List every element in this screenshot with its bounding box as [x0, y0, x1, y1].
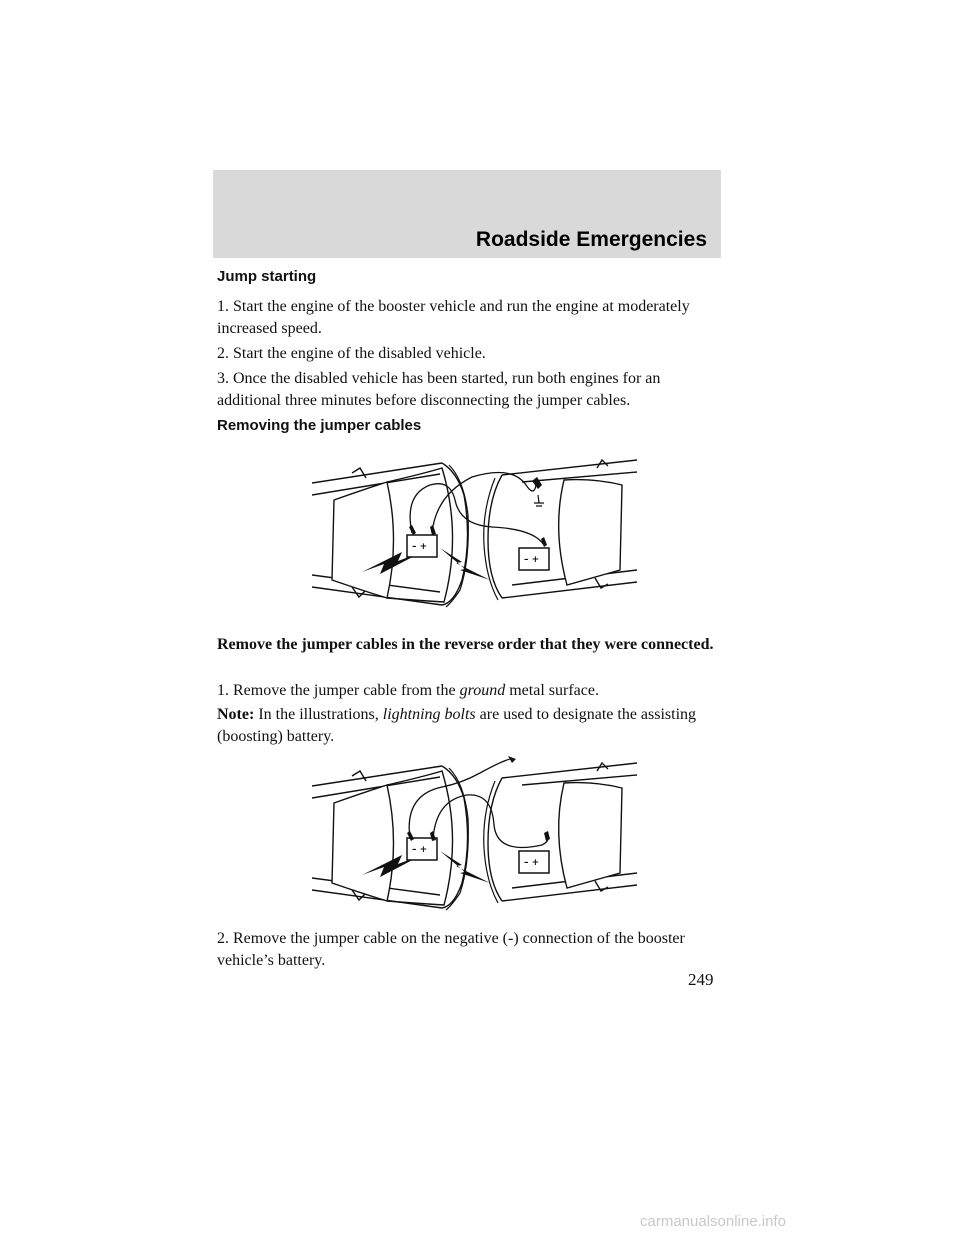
removing-cables-heading: Removing the jumper cables	[217, 417, 422, 434]
section-header-band	[213, 170, 721, 258]
jumper-cables-illustration-2	[312, 755, 642, 917]
remove-step-2: 2. Remove the jumper cable on the negative (-) connection of the booster vehicle’s battery.	[217, 930, 685, 969]
reverse-order-instruction: Remove the jumper cables in the reverse order that they were connected.	[217, 636, 714, 653]
jump-step-1: 1. Start the engine of the booster vehicle and run the engine at moderately increased speed.	[217, 298, 690, 337]
jump-step-2: 2. Start the engine of the disabled vehicle.	[217, 345, 486, 362]
remove-step-1: 1. Remove the jumper cable from the ground metal surface.	[217, 682, 599, 699]
jump-starting-heading: Jump starting	[217, 268, 317, 285]
page-number: 249	[688, 970, 714, 989]
watermark: carmanualsonline.info	[640, 1213, 786, 1230]
illustration-note: Note: In the illustrations, lightning bolts are used to designate the assisting (boosting) battery.	[217, 706, 697, 745]
jump-step-3: 3. Once the disabled vehicle has been started, run both engines for an additional three minutes before disconnecting the jumper cables.	[217, 370, 661, 409]
jumper-cables-illustration-1	[312, 455, 642, 617]
section-title: Roadside Emergencies	[475, 228, 707, 251]
